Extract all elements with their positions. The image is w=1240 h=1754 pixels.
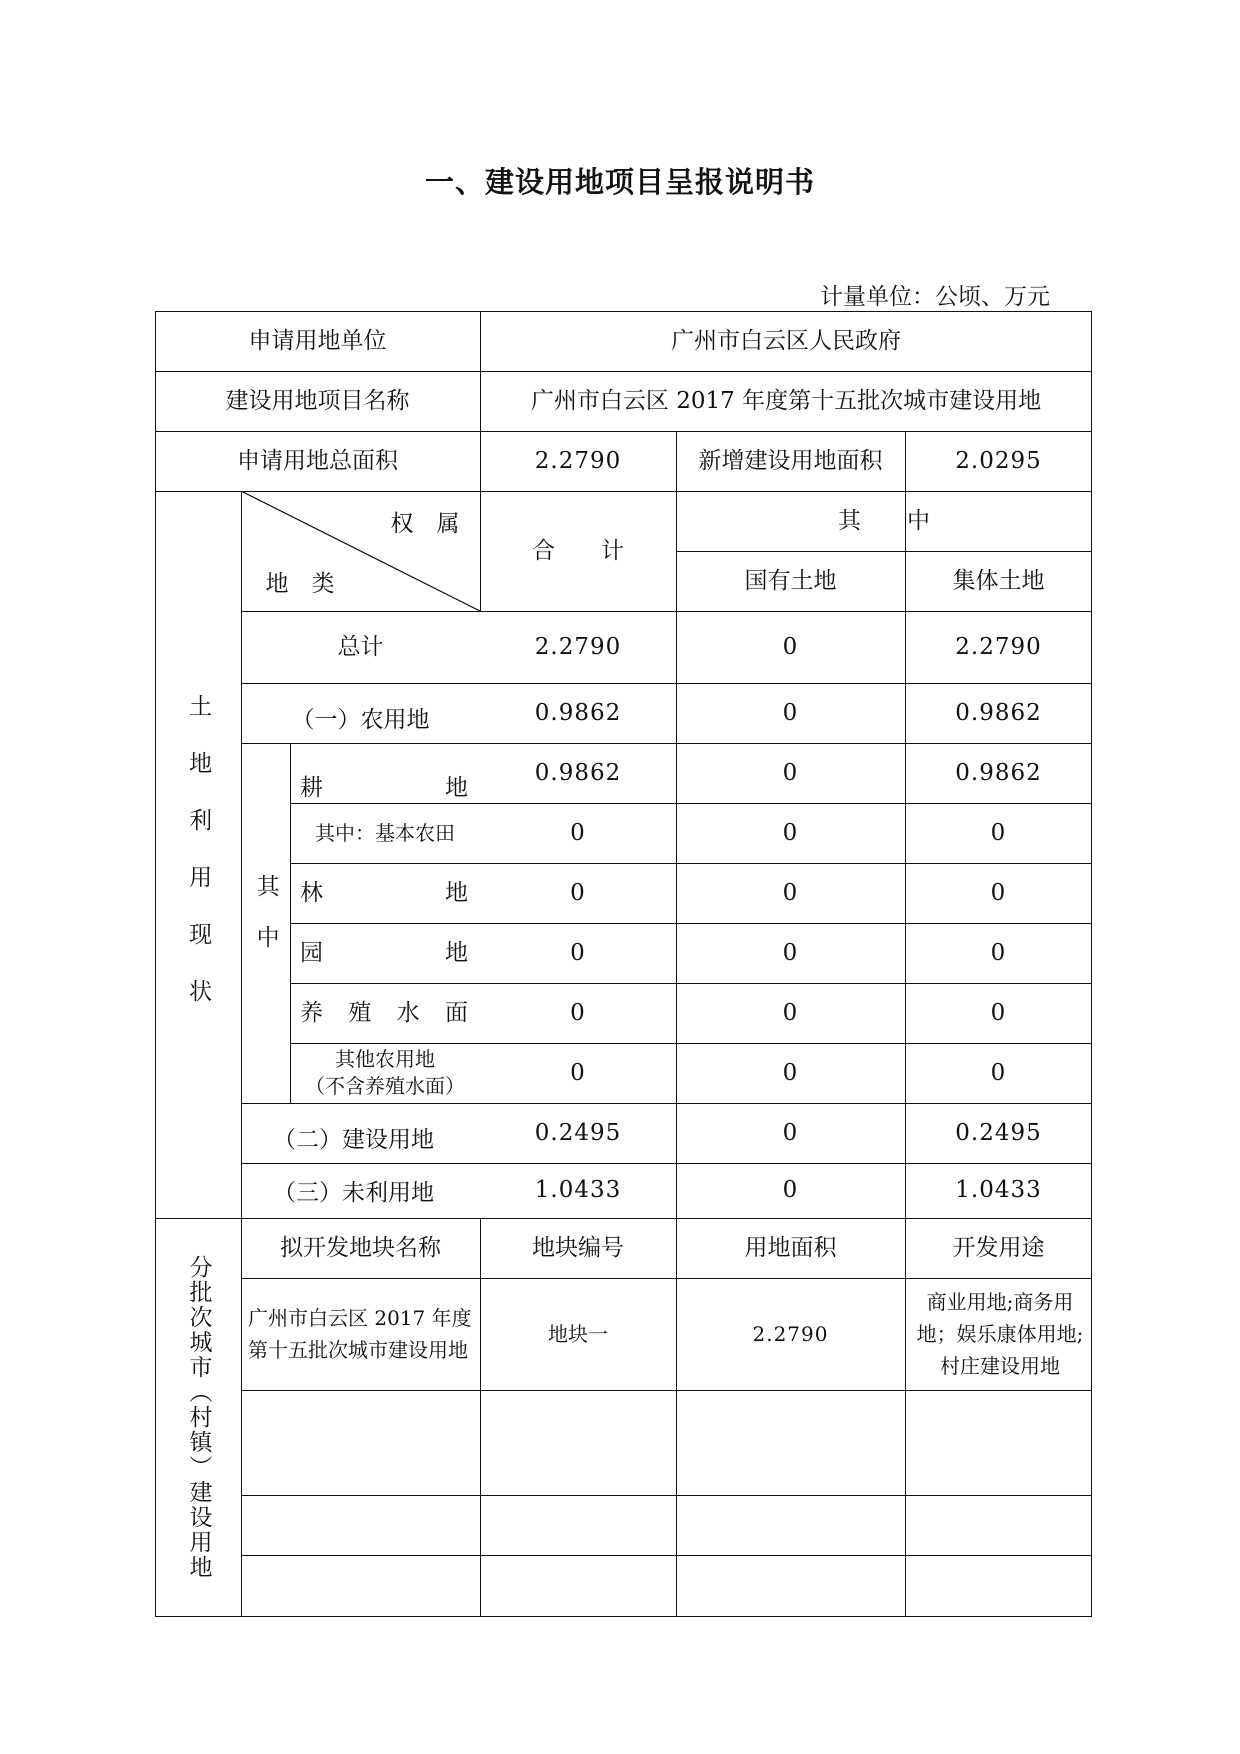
cell-construction-total: 0.2495 [534,1119,622,1146]
cell-construction-state: 0 [782,1119,799,1146]
batch-cell-name: 广州市白云区 2017 年度第十五批次城市建设用地 [248,1306,472,1362]
row-label-basic-farmland: 其中：基本农田 [315,821,455,845]
cell-cultivated-state: 0 [782,759,799,786]
cell-aqua-state: 0 [782,999,799,1026]
new-area-value: 2.0295 [955,447,1042,474]
cell-total-state: 0 [782,633,799,660]
cell-unused-total: 1.0433 [534,1177,622,1204]
cell-agri-state: 0 [782,699,799,726]
new-area-label: 新增建设用地面积 [698,447,883,474]
cell-forest-collective: 0 [990,879,1007,906]
col-total-header: 合 计 [532,537,624,564]
cell-forest-total: 0 [570,879,586,906]
cell-garden-collective: 0 [990,939,1007,966]
col-collective-header: 集体土地 [952,567,1045,594]
cell-cultivated-collective: 0.9862 [955,759,1042,786]
land-use-section-text: 土地利用现状 [185,694,212,1036]
cell-other-collective: 0 [990,1059,1007,1086]
cell-construction-collective: 0.2495 [955,1119,1042,1146]
cell-total-collective: 2.2790 [955,633,1042,660]
page-title: 一、建设用地项目呈报说明书 [424,165,815,199]
batch-section-label [155,1225,241,1610]
batch-cell-area: 2.2790 [752,1322,829,1346]
row-label-garden [300,923,468,983]
col-state-header: 国有土地 [744,567,837,594]
aquaculture-label: 养殖水面 [300,999,468,1026]
batch-cell-code: 地块一 [548,1322,608,1346]
cell-forest-state: 0 [782,879,799,906]
diag-header-top: 权 属 [390,510,460,537]
sub-group-label [241,870,290,980]
row-label-unused: （三）未利用地 [273,1179,434,1206]
cell-other-total: 0 [570,1059,586,1086]
cell-unused-collective: 1.0433 [955,1177,1042,1204]
project-label: 建设用地项目名称 [225,387,410,414]
cell-other-state: 0 [782,1059,799,1086]
area-label: 申请用地总面积 [237,447,398,474]
row-divider [241,1390,1092,1391]
cell-agri-collective: 0.9862 [955,699,1042,726]
cell-garden-state: 0 [782,939,799,966]
other-agri-line1: 其他农用地 [335,1047,435,1071]
cell-basic-total: 0 [570,819,586,846]
row-divider [241,1495,1092,1496]
garden-label: 园地 [300,939,468,966]
cell-aqua-total: 0 [570,999,586,1026]
forest-label: 林地 [300,879,468,906]
cell-cultivated-total: 0.9862 [534,759,622,786]
project-value: 广州市白云区 2017 年度第十五批次城市建设用地 [530,387,1042,414]
land-use-section-label [155,694,241,1036]
applicant-label: 申请用地单位 [248,327,387,354]
row-label-total: 总计 [337,633,384,660]
cell-garden-total: 0 [570,939,586,966]
cell-total-total: 2.2790 [534,633,622,660]
batch-section-text: 分批次城市（村镇）建设用地 [185,1255,212,1580]
batch-header-area: 用地面积 [744,1234,837,1261]
cell-unused-state: 0 [782,1177,799,1204]
row-divider [241,1555,1092,1556]
row-label-construction: （二）建设用地 [273,1126,434,1153]
area-total: 2.2790 [534,447,622,474]
row-label-other-agri [290,1043,480,1103]
diag-header-bottom: 地 类 [265,570,335,597]
cell-aqua-collective: 0 [990,999,1007,1026]
cell-basic-collective: 0 [990,819,1007,846]
col-of-which-header: 其 中 [838,507,930,534]
cell-agri-total: 0.9862 [534,699,622,726]
batch-header-name: 拟开发地块名称 [280,1234,441,1261]
cell-basic-state: 0 [782,819,799,846]
unit-label: 计量单位：公顷、万元 [820,284,1050,310]
other-agri-line2: （不含养殖水面） [305,1074,465,1098]
cultivated-label: 耕地 [300,774,468,801]
row-label-forest [300,863,468,923]
batch-cell-use: 商业用地;商务用地；娱乐康体用地;村庄建设用地 [916,1290,1084,1378]
applicant-value: 广州市白云区人民政府 [671,327,901,354]
sub-group-text: 其中 [252,874,279,976]
batch-header-code: 地块编号 [532,1234,624,1261]
batch-header-use: 开发用途 [952,1234,1045,1261]
row-label-agricultural: （一）农用地 [291,706,430,733]
row-label-aquaculture [300,983,468,1043]
